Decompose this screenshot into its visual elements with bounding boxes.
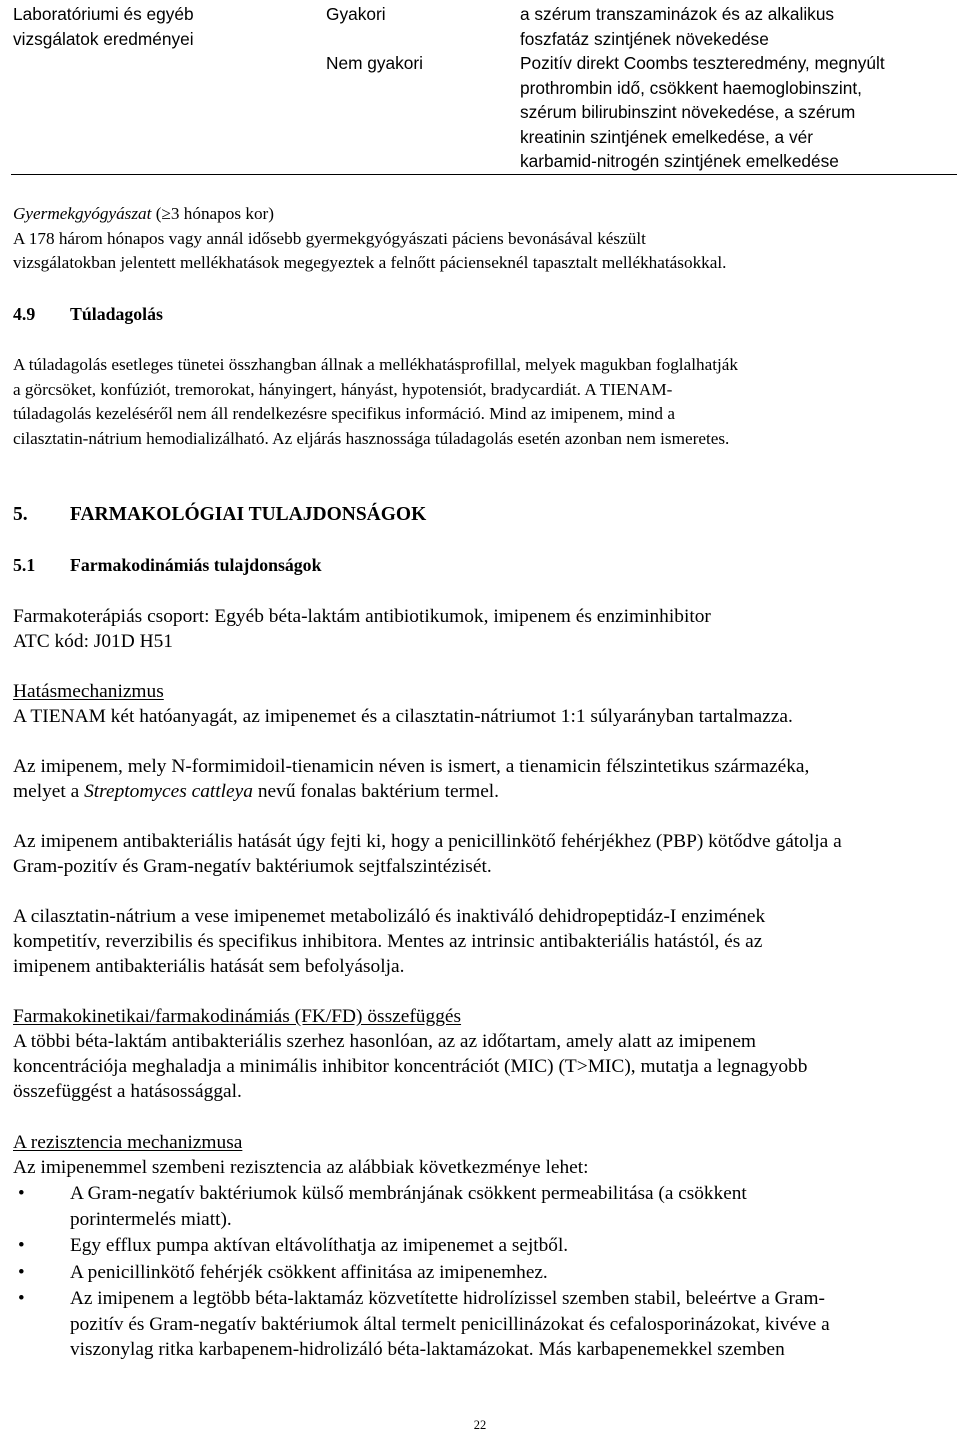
- effect-line: Pozitív direkt Coombs teszteredmény, megnyúlt: [520, 53, 885, 73]
- bullet-icon: •: [18, 1183, 25, 1204]
- list-item: [13, 1233, 948, 1259]
- pkpd-line: összefüggést a hatásossággal.: [13, 1081, 242, 1102]
- effect-line: kreatinin szintjének emelkedése, a vér: [520, 126, 813, 147]
- effect-line: prothrombin idő, csökkent haemoglobinszint,: [520, 77, 862, 98]
- frequency-uncommon: Nem gyakori: [326, 53, 423, 73]
- table-frequency-cell: [326, 2, 506, 73]
- list-item-line: Egy efflux pumpa aktívan eltávolíthatja az imipenemet a sejtből.: [70, 1235, 569, 1256]
- imipenem-origin-paragraph: [13, 754, 948, 804]
- list-item-line: porintermelés miatt).: [70, 1208, 232, 1230]
- frequency-common: Gyakori: [326, 4, 386, 24]
- list-item: [13, 1181, 948, 1232]
- imipenem-action-line: Gram-pozitív és Gram-negatív baktériumok sejtfalszintézisét.: [13, 856, 492, 877]
- section-5-1-heading: 5.1 Farmakodinámiás tulajdonságok: [13, 555, 322, 575]
- resistance-intro: Az imipenemmel szembeni rezisztencia az alábbiak következménye lehet:: [13, 1157, 589, 1178]
- cilastatin-line: imipenem antibakteriális hatását sem befolyásolja.: [13, 956, 405, 977]
- pkpd-paragraph: [13, 1004, 948, 1104]
- pediatric-heading: Gyermekgyógyászat (≥3 hónapos kor): [13, 204, 274, 223]
- cilastatin-line: A cilasztatin-nátrium a vese imipenemet metabolizáló és inaktiváló dehidropeptidáz-I enzimének: [13, 906, 766, 927]
- pediatric-line: A 178 három hónapos vagy annál idősebb gyermekgyógyászati páciens bevonásával készült: [13, 228, 646, 248]
- overdose-line: A túladagolás esetleges tünetei összhangban állnak a mellékhatásprofillal, melyek magukban foglalhatják: [13, 355, 738, 374]
- table-category-line: Laboratóriumi és egyéb: [13, 4, 194, 24]
- effect-line: a szérum transzaminázok és az alkalikus: [520, 4, 835, 24]
- cilastatin-paragraph: [13, 904, 948, 979]
- resistance-heading: A rezisztencia mechanizmusa: [13, 1132, 243, 1153]
- cilastatin-line: kompetitív, reverzibilis és specifikus inhibitora. Mentes az intrinsic antibakteriális hatástól, és az: [13, 931, 763, 952]
- atc-code: ATC kód: J01D H51: [13, 631, 173, 652]
- list-item-line: A penicillinkötő fehérjék csökkent affinitása az imipenemhez.: [70, 1261, 548, 1283]
- overdose-line: cilasztatin-nátrium hemodializálható. Az eljárás hasznossága túladagolás esetén azonban nem ismeretes.: [13, 428, 730, 448]
- overdose-line: a görcsöket, konfúziót, tremorokat, hányingert, hányást, hypotensiót, bradycardiát. A TIENAM-: [13, 379, 673, 399]
- bullet-icon: •: [18, 1235, 25, 1256]
- page-number: 22: [473, 1418, 487, 1432]
- mechanism-paragraph: [13, 679, 948, 729]
- list-item-line: pozitív és Gram-negatív baktériumok által termelt penicillinázokat és cefalosporinázokat, kivéve a: [70, 1313, 830, 1335]
- pkpd-line: A többi béta-laktám antibakteriális szerhez hasonlóan, az az időtartam, amely alatt az imipenem: [13, 1031, 757, 1052]
- effect-line: karbamid-nitrogén szintjének emelkedése: [520, 151, 839, 171]
- effect-line: szérum bilirubinszint növekedése, a szérum: [520, 102, 856, 122]
- imipenem-action-line: Az imipenem antibakteriális hatását úgy fejti ki, hogy a penicillinkötő fehérjékhez (PBP) kötődve gátolja a: [13, 831, 842, 852]
- mechanism-heading: Hatásmechanizmus: [13, 681, 164, 702]
- list-item-line: A Gram-negatív baktériumok külső membránjának csökkent permeabilitása (a csökkent: [70, 1183, 747, 1204]
- imipenem-origin-line: melyet a Streptomyces cattleya nevű fonalas baktérium termel.: [13, 781, 500, 802]
- imipenem-origin-line: Az imipenem, mely N-formimidoil-tienamicin néven is ismert, a tienamicin félszintetikus származéka,: [13, 756, 810, 777]
- section-5-heading: 5. FARMAKOLÓGIAI TULAJDONSÁGOK: [13, 504, 427, 525]
- mechanism-text: A TIENAM két hatóanyagát, az imipenemet és a cilasztatin-nátriumot 1:1 súlyarányban tartalmazza.: [13, 706, 793, 727]
- pharmacotherapeutic-group: [13, 604, 948, 654]
- pkpd-line: koncentrációja meghaladja a minimális inhibitor koncentrációt (MIC) (T>MIC), mutatja a legnagyobb: [13, 1056, 808, 1077]
- list-item: [13, 1286, 948, 1363]
- imipenem-action-paragraph: [13, 829, 948, 879]
- table-effects-cell: [520, 2, 958, 174]
- overdose-paragraph: [13, 353, 948, 451]
- table-category-line: vizsgálatok eredményei: [13, 28, 194, 49]
- bullet-icon: •: [18, 1261, 25, 1283]
- pediatric-line: vizsgálatokban jelentett mellékhatások megegyeztek a felnőtt pácienseknél tapasztalt mellékhatásokkal.: [13, 253, 727, 272]
- list-item: [13, 1260, 948, 1286]
- overdose-line: túladagolás kezeléséről nem áll rendelkezésre specifikus információ. Mind az imipenem, mind a: [13, 404, 675, 423]
- bullet-icon: •: [18, 1288, 25, 1309]
- list-item-line: Az imipenem a legtöbb béta-laktamáz közvetítette hidrolízissel szemben stabil, beleértve a Gram-: [70, 1288, 825, 1309]
- list-item-line: viszonylag ritka karbapenem-hidrolizáló béta-laktamázokat. Más karbapenemekkel szemben: [70, 1339, 785, 1360]
- resistance-paragraph: [13, 1130, 948, 1180]
- table-bottom-rule: [11, 174, 957, 175]
- section-4-9-heading: 4.9 Túladagolás: [13, 304, 163, 324]
- pharmacotherapeutic-group-text: Farmakoterápiás csoport: Egyéb béta-laktám antibiotikumok, imipenem és enziminhibitor: [13, 606, 711, 627]
- effect-line: foszfatáz szintjének növekedése: [520, 28, 769, 49]
- table-category-cell: [13, 2, 313, 51]
- pediatric-paragraph: [13, 202, 948, 276]
- pkpd-heading: Farmakokinetikai/farmakodinámiás (FK/FD) összefüggés: [13, 1006, 462, 1027]
- resistance-list: [13, 1181, 948, 1364]
